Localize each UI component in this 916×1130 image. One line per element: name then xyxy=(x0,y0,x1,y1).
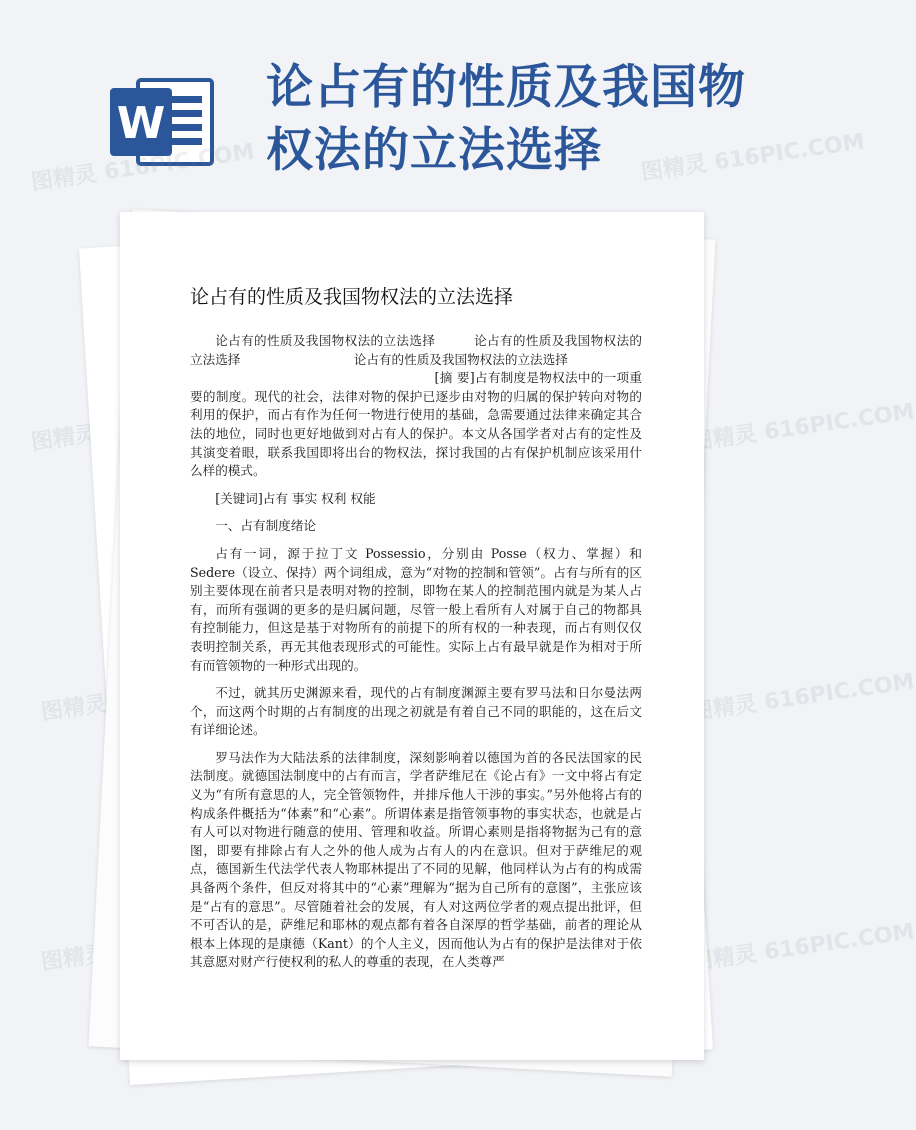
body-paragraph: 占有一词，源于拉丁文 Possessio，分别由 Posse（权力、掌握）和 Sedere（设立、保持）两个词组成，意为“对物的控制和管领”。占有与所有的区别主要体现在前者只是表明对物的控制，即物在某人的控制范围内就是为某人占有，而所有强调的更多的是归属问题，尽管一般上看所有人对属于自己的物都具有控制能力，但这是基于对物所有的前提下的所有权的一种表现，而占有则仅仅表明控制关系，再无其他表现形式的可能性。实际上占有最早就是作为相对于所有而管领物的一种形式出现的。 xyxy=(190,545,642,673)
watermark: 图精灵 xyxy=(39,941,109,976)
word-document-icon xyxy=(108,74,220,170)
document-title: 论占有的性质及我国物权法的立法选择 xyxy=(190,286,514,308)
watermark: 图精灵 xyxy=(39,691,109,726)
body-paragraph: 不过，就其历史渊源来看，现代的占有制度渊源主要有罗马法和日尔曼法两个，而这两个时期的占有制度的出现之初就是有着自己不同的职能的，这在后文有详细论述。 xyxy=(190,685,642,738)
watermark: 图精灵 616PIC.COM xyxy=(689,669,916,726)
watermark: 图精灵 616PIC.COM xyxy=(689,399,916,456)
watermark: 图精灵 616PIC.COM xyxy=(689,919,916,976)
watermark: 图精灵 616PIC.COM xyxy=(639,129,867,186)
section-heading: 一、占有制度绪论 xyxy=(215,518,316,534)
document-body xyxy=(190,332,642,981)
watermark: 图精灵 xyxy=(29,421,99,456)
header-title: 论占有的性质及我国物权法的立法选择 xyxy=(266,60,746,178)
keywords-line: [关键词]占有 事实 权利 权能 xyxy=(215,490,376,506)
intro-line: 论占有的性质及我国物权法的立法选择 论占有的性质及我国物权法的立法选择 论占有的性质及我国物权法的立法选择 xyxy=(190,333,642,367)
svg-text:W: W xyxy=(116,98,166,149)
body-paragraph: 罗马法作为大陆法系的法律制度，深刻影响着以德国为首的各民法国家的民法制度。就德国法制度中的占有而言，学者萨维尼在《论占有》一文中将占有定义为“有所有意思的人，完全管领物件，并排斥他人干涉的事实。”另外他将占有的构成条件概括为“体素”和“心素”。所谓体素是指管领事物的事实状态，也就是占有人可以对物进行随意的使用、管理和收益。所谓心素则是指将物据为己有的意图，即要有排除占有人之外的他人成为占有人的内在意识。但对于萨维尼的观点，德国新生代法学代表人物耶林提出了不同的见解，他同样认为占有的构成需具备两个条件，但反对将其中的“心素”理解为“据为自己所有的意图”，主张应该是“占有的意思”。尽管随着社会的发展，有人对这两位学者的观点提出批评，但不可否认的是，萨维尼和耶林的观点都有着各自深厚的哲学基础，前者的理论从根本上体现的是康德（Kant）的个人主义，因而他认为占有的保护是法律对于依其意愿对财产行使权利的私人的尊重的表现，在人类尊严 xyxy=(190,749,642,970)
document-page xyxy=(120,212,704,1060)
abstract-paragraph: [摘 要]占有制度是物权法中的一项重要的制度。现代的社会，法律对物的保护已逐步由对物的归属的保护转向对物的利用的保护，而占有作为任何一物进行使用的基础，急需要通过法律来确定其合法的地位，同时也更好地做到对占有人的保护。本文从各国学者对占有的定性及其演变着眼，联系我国即将出台的物权法，探讨我国的占有保护机制应该采用什么样的模式。 xyxy=(190,370,642,479)
watermark: 图精灵 616PIC.COM xyxy=(29,139,257,196)
